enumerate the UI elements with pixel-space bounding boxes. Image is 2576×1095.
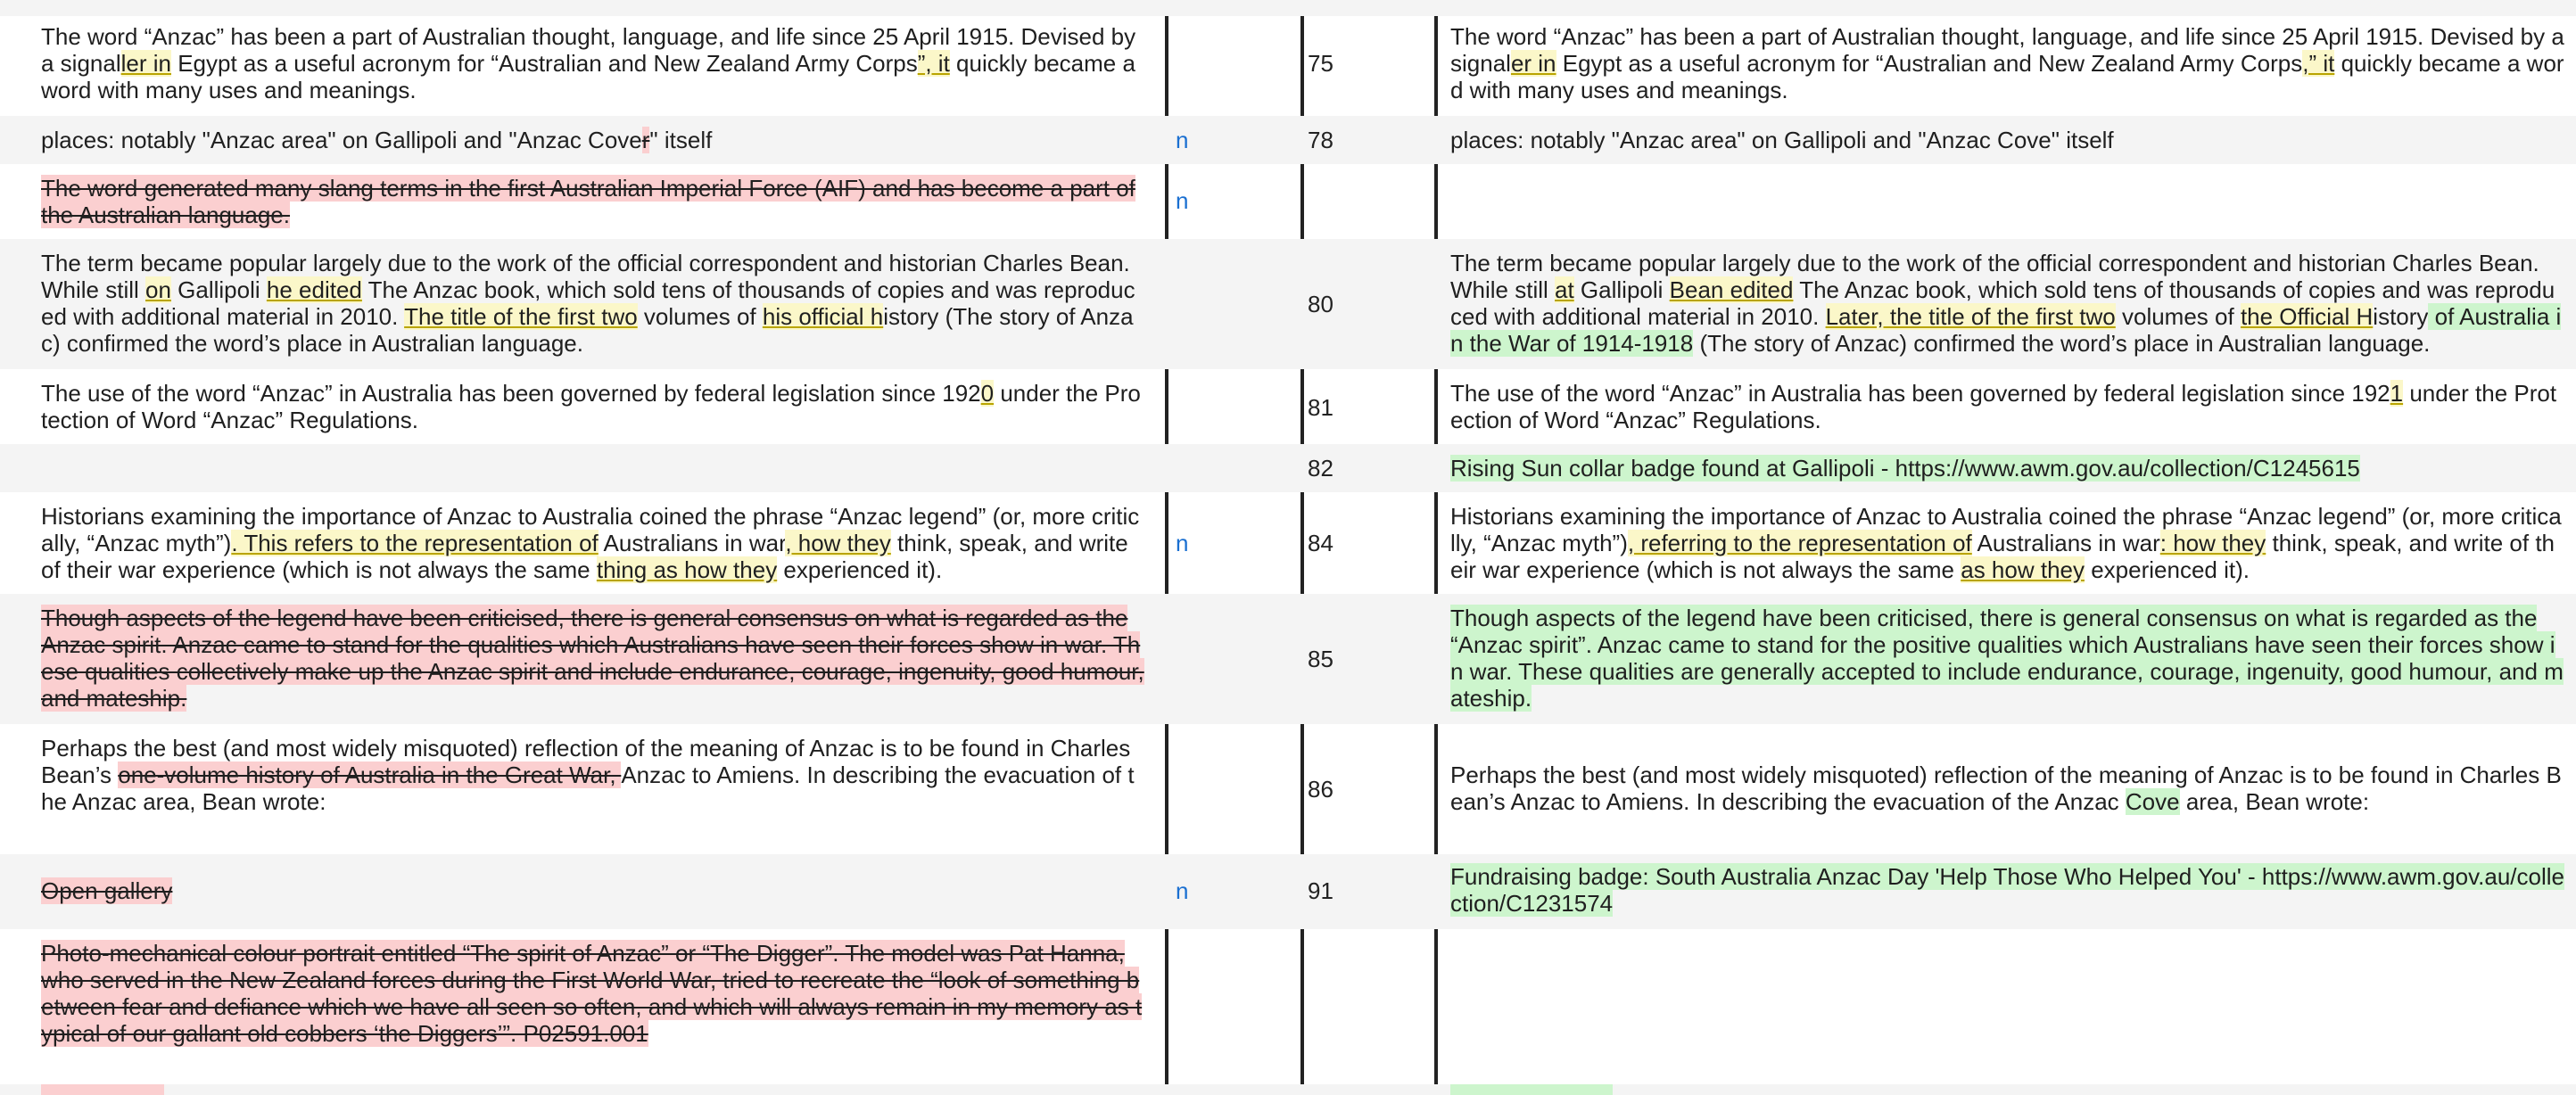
text-segment: experienced it). bbox=[777, 556, 943, 583]
text-segment: places: notably "Anzac area" on Gallipoli and "Anzac Cove bbox=[41, 127, 642, 153]
line-number: 84 bbox=[1308, 530, 1333, 556]
line-number: 85 bbox=[1308, 646, 1333, 672]
inserted-text: Fundraising badge: South Australia Anzac Day 'Help Those Who Helped You' - https://www.awm.gov.au/collection/C1231574 bbox=[1450, 863, 2565, 917]
changed-text: . This refers to the representation of bbox=[231, 530, 599, 556]
left-text bbox=[41, 940, 1147, 1047]
changed-text: The title of the first two bbox=[404, 303, 638, 330]
changed-text: ”, it bbox=[917, 50, 950, 77]
text-segment: Australians in war bbox=[1971, 530, 2160, 556]
diff-row bbox=[0, 724, 2576, 854]
changed-text: ,” it bbox=[2302, 50, 2335, 77]
diff-row bbox=[0, 164, 2576, 239]
changed-text: Later, the title of the first two bbox=[1825, 303, 2116, 330]
text-segment: Perhaps the best (and most widely misquoted) reflection of the meaning of Anzac is to be found in Charles Bean’s bbox=[41, 735, 1131, 788]
changed-text: 0 bbox=[980, 380, 995, 407]
deleted-text: The word generated many slang terms in the first Australian Imperial Force (AIF) and has become a part of the Australian language. bbox=[41, 175, 1135, 228]
text-segment: Gallipoli bbox=[1573, 276, 1670, 303]
text-segment: experienced it). bbox=[2085, 556, 2250, 583]
diff-row-top-stub bbox=[0, 0, 2576, 16]
right-text bbox=[1450, 23, 2565, 103]
inserted-text: of Australia in the War of 1914-1918 bbox=[1450, 303, 2562, 357]
changed-text: , how they bbox=[785, 530, 891, 556]
deleted-segment-stub bbox=[41, 1084, 164, 1095]
text-segment: Egypt as a useful acronym for “Australian and New Zealand Army Corps bbox=[170, 50, 918, 77]
diff-row-bottom-stub bbox=[0, 1084, 2576, 1095]
text-segment: think, speak, and write of their war experience (which is not always the same bbox=[41, 530, 1128, 583]
change-marker[interactable]: n bbox=[1176, 127, 1189, 153]
changed-text: 1 bbox=[2390, 380, 2404, 407]
changed-text: Bean edited bbox=[1669, 276, 1794, 303]
line-number: 80 bbox=[1308, 291, 1333, 317]
right-text bbox=[1450, 503, 2565, 583]
left-text bbox=[41, 503, 1147, 583]
diff-row bbox=[0, 239, 2576, 369]
changed-text: : how they bbox=[2159, 530, 2266, 556]
changed-text: on bbox=[145, 276, 171, 303]
right-text bbox=[1450, 380, 2565, 433]
inserted-text: Cove bbox=[2125, 788, 2180, 815]
text-segment: area, Bean wrote: bbox=[2179, 788, 2370, 815]
left-text bbox=[41, 605, 1147, 712]
line-number: 82 bbox=[1308, 455, 1333, 482]
deleted-text: r bbox=[641, 127, 650, 153]
text-segment: The term became popular largely due to the work of the official correspondent and historian Charles Bean. While still bbox=[1450, 250, 2539, 303]
change-marker[interactable]: n bbox=[1176, 877, 1189, 904]
deleted-text: Open gallery bbox=[41, 877, 173, 904]
text-segment: Anzac to Amiens. In describing the evacuation of the Anzac area, Bean wrote: bbox=[41, 762, 1135, 815]
text-segment: Historians examining the importance of Anzac to Australia coined the phrase “Anzac legend” (or, more critically, “Anzac myth”) bbox=[1450, 503, 2562, 556]
text-segment: places: notably "Anzac area" on Gallipoli and "Anzac Cove" itself bbox=[1450, 127, 2114, 153]
diff-row bbox=[0, 492, 2576, 594]
text-segment: The word “Anzac” has been a part of Australian thought, language, and life since 25 April 1915. Devised by a signal bbox=[41, 23, 1136, 77]
right-text bbox=[1450, 250, 2565, 357]
deleted-text: one-volume history of Australia in the Great War, bbox=[118, 762, 622, 788]
text-segment: under the Protection of Word “Anzac” Regulations. bbox=[1450, 380, 2557, 433]
text-segment: The Anzac book, which sold tens of thousands of copies and was reproduced with additional material in 2010. bbox=[41, 276, 1135, 330]
text-segment: Gallipoli bbox=[170, 276, 267, 303]
line-number: 78 bbox=[1308, 127, 1333, 153]
deleted-text: Photo-mechanical colour portrait entitled “The spirit of Anzac” or “The Digger”. The model was Pat Hanna, who served in the New Zealand forces during the First World War, tried to recreate the “look of something between fear and defiance which we have all seen so often, and which will always remain in my memory as typical of our gallant old cobbers ‘the Diggers’”. P02591.001 bbox=[41, 940, 1143, 1047]
text-segment: quickly became a word with many uses and meanings. bbox=[41, 50, 1135, 103]
text-segment: The use of the word “Anzac” in Australia has been governed by federal legislation since 192 bbox=[41, 380, 981, 407]
left-text bbox=[41, 175, 1147, 228]
changed-text: at bbox=[1555, 276, 1574, 303]
text-segment: quickly became a word with many uses and meanings. bbox=[1450, 50, 2564, 103]
diff-row bbox=[0, 929, 2576, 1084]
text-segment: Perhaps the best (and most widely misquoted) reflection of the meaning of Anzac is to be found in Charles Bean’s Anzac to Amiens. In describing the evacuation of the Anzac bbox=[1450, 762, 2562, 815]
text-segment: (The story of Anzac) confirmed the word’s place in Australian language. bbox=[1693, 330, 2431, 357]
text-segment: The Anzac book, which sold tens of thousands of copies and was reproduced with additional material in 2010. bbox=[1450, 276, 2555, 330]
inserted-text: Though aspects of the legend have been criticised, there is general consensus on what is regarded as the “Anzac spirit”. Anzac came to stand for the positive qualities which Australians have seen their forces show in war. These qualities are generally accepted to include endurance, courage, ingenuity, good humour, and mateship. bbox=[1450, 605, 2564, 712]
text-segment: volumes of bbox=[2115, 303, 2241, 330]
diff-row bbox=[0, 444, 2576, 492]
changed-text: his official h bbox=[762, 303, 884, 330]
changed-text: as how they bbox=[1961, 556, 2085, 583]
line-number: 86 bbox=[1308, 776, 1333, 803]
left-text bbox=[41, 380, 1147, 433]
changed-text: , referring to the representation of bbox=[1627, 530, 1972, 556]
diff-row bbox=[0, 16, 2576, 116]
text-segment: volumes of bbox=[637, 303, 763, 330]
left-text bbox=[41, 23, 1147, 103]
change-marker[interactable]: n bbox=[1176, 530, 1189, 556]
right-text bbox=[1450, 455, 2565, 482]
text-segment: think, speak, and write of their war experience (which is not always the same bbox=[1450, 530, 2555, 583]
line-number: 81 bbox=[1308, 394, 1333, 421]
right-text bbox=[1450, 863, 2565, 917]
left-text bbox=[41, 250, 1147, 357]
text-segment: Egypt as a useful acronym for “Australian and New Zealand Army Corps bbox=[1556, 50, 2303, 77]
changed-text: ler in bbox=[120, 50, 171, 77]
right-text bbox=[1450, 605, 2565, 712]
line-number: 75 bbox=[1308, 50, 1333, 77]
right-text bbox=[1450, 762, 2565, 815]
diff-row bbox=[0, 116, 2576, 164]
left-text bbox=[41, 735, 1147, 815]
changed-text: the Official H bbox=[2240, 303, 2374, 330]
changed-text: thing as how they bbox=[596, 556, 778, 583]
diff-row bbox=[0, 854, 2576, 929]
text-segment: The term became popular largely due to the work of the official correspondent and historian Charles Bean. While still bbox=[41, 250, 1130, 303]
inserted-text: Rising Sun collar badge found at Gallipoli - https://www.awm.gov.au/collection/C1245615 bbox=[1450, 455, 2360, 482]
change-marker[interactable]: n bbox=[1176, 187, 1189, 214]
diff-row bbox=[0, 369, 2576, 444]
text-segment: Historians examining the importance of Anzac to Australia coined the phrase “Anzac legend” (or, more critically, “Anzac myth”) bbox=[41, 503, 1140, 556]
inserted-segment-stub bbox=[1450, 1084, 1613, 1095]
right-text bbox=[1450, 127, 2565, 153]
changed-text: er in bbox=[1510, 50, 1556, 77]
text-segment: The word “Anzac” has been a part of Australian thought, language, and life since 25 April 1915. Devised by a signal bbox=[1450, 23, 2564, 77]
text-segment: " itself bbox=[649, 127, 713, 153]
left-text bbox=[41, 877, 1147, 904]
text-segment: istory (The story of Anzac) confirmed the word’s place in Australian language. bbox=[41, 303, 1134, 357]
text-segment: Australians in war bbox=[598, 530, 786, 556]
text-segment: under the Protection of Word “Anzac” Regulations. bbox=[41, 380, 1141, 433]
left-text bbox=[41, 127, 1147, 153]
changed-text: he edited bbox=[266, 276, 362, 303]
diff-row bbox=[0, 594, 2576, 724]
line-number: 91 bbox=[1308, 877, 1333, 904]
text-segment: The use of the word “Anzac” in Australia has been governed by federal legislation since 192 bbox=[1450, 380, 2390, 407]
text-segment: istory bbox=[2373, 303, 2429, 330]
deleted-text: Though aspects of the legend have been criticised, there is general consensus on what is regarded as the Anzac spirit. Anzac came to stand for the qualities which Australians have seen their forces show in war. These qualities collectively make up the Anzac spirit and include endurance, courage, ingenuity, good humour, and mateship. bbox=[41, 605, 1144, 712]
